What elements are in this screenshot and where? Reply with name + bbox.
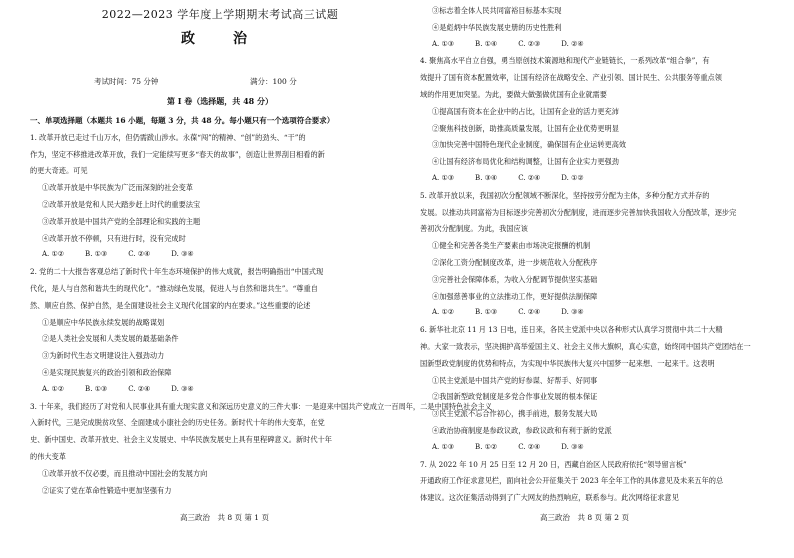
text-line: 效提升了国有资本配置效率，让国有经济在战略安全、产业引领、国计民生、公共服务等重点领 [420, 73, 722, 83]
text-line: A. ①② B. ①③ C. ②④ D. ③④ [42, 250, 194, 259]
text-line: ④加强慈善事业的立法推动工作，更好提供法制保障 [432, 291, 598, 301]
text-line: ①改革开放是中华民族为广泛而深刻的社会变革 [42, 183, 193, 193]
text-line: ③完善社会保障体系，为收入分配调节提供坚实基础 [432, 274, 598, 284]
text-line: ①是顺应中华民族永续发展的战略谋划 [42, 317, 165, 327]
text-line: ②证实了党在革命性锻造中更加坚强有力 [42, 485, 172, 495]
text-line: ④让国有经济布局优化和结构调整，让国有企业实力更强劲 [432, 157, 619, 167]
text-line: ②聚焦科技创新，助推高质量发展，让国有企业优势更明显 [432, 123, 619, 133]
text-line: 1. 改革开放已走过千山万水，但仍需跋山涉水。永葆“闯”的精神、“创”的劲头、“干”的 [30, 132, 306, 142]
text-line: ④改革开放不停顿，只有进行时，没有完成时 [42, 233, 186, 243]
text-line: ②是人类社会发展和人类发展的最基础条件 [42, 334, 179, 344]
text-line: 7. 从 2022 年 10 月 25 日至 12 月 20 日，西藏自治区人民政府依托“领导留言板” [420, 459, 687, 469]
text-line: 的更大奇迹。可见 [30, 166, 88, 176]
text-line: A. ①③ B. ①④ C. ②③ D. ②④ [432, 39, 584, 48]
exam-time: 考试时间：75 分钟 [94, 77, 159, 86]
text-line: 体建议。这次征集活动得到了广大网友的热烈响应，联系参与。此次网络征求意见 [420, 493, 679, 503]
text-line: 一、单项选择题（本题共 16 小题，每题 3 分，共 48 分。每小题只有一个选项符合要求） [30, 116, 335, 125]
volume-heading: 第 Ⅰ 卷（选择题，共 48 分） [166, 96, 273, 106]
text-line: ①民主党派是中国共产党的好参谋、好帮手、好同事 [432, 375, 598, 385]
text-line: 国新型政党制度的优势和特点，为实现中华民族伟大复兴中国梦一起来想、一起来干。这表明 [420, 358, 715, 368]
text-line: ①健全和完善各类生产要素由市场决定报酬的机制 [432, 241, 591, 251]
text-line: 作为，坚定不移推进改革开放，我们一定能续写更多“春天的故事”，创造让世界刮目相看的新 [30, 149, 325, 159]
text-line: ④是彪炳中华民族发展史册的历史性胜利 [432, 22, 562, 32]
text-line: 5. 改革开放以来，我国初次分配领域不断深化，坚持按劳分配为主体，多种分配方式并存的 [420, 190, 710, 200]
text-line: 2. 党的二十大报告客观总结了新时代十年生态环境保护的伟大成就，报告明确指出“中国式现 [30, 267, 324, 277]
text-line: A. ①② B. ①③ C. ②④ D. ③④ [42, 384, 194, 393]
text-line: ④是实现民族复兴的政治引领和政治保障 [42, 368, 172, 377]
text-line: 史、新中国史、改革开放史、社会主义发展史、中华民族发展史上具有里程碑意义。新时代十年 [30, 435, 332, 445]
document-title: 2022—2023 学年度上学期期末考试高三试题 [101, 8, 339, 21]
text-line: ①改革开放不仅必要，而且推动中国社会的发展方向 [42, 468, 208, 478]
text-line: 善初次分配制度。为此，我国应该 [420, 224, 528, 234]
text-line: 6. 新华社北京 11 月 13 日电，连日来，各民主党派中央以各种形式认真学习贯彻中共二十大精 [420, 325, 723, 335]
text-line: 入新时代，三是完成脱贫攻坚、全面建成小康社会的历史任务。新时代十年的伟大变革，在党 [30, 418, 325, 428]
text-line: ③加快完善中国特色现代企业制度，确保国有企业运转更高效 [432, 140, 627, 150]
text-line: 发展。以推动共同富裕为目标逐步完善初次分配制度，进而逐步完善加快我国收入分配改革，逐步完 [420, 207, 737, 217]
text-line: ②深化工资分配制度改革，进一步规范收入分配秩序 [432, 258, 598, 267]
text-line: 神。大家一致表示，坚决拥护高举爱国主义、社会主义伟大旗帜，真心实意，始终同中国共产党团结在一 [420, 342, 751, 351]
text-line: ③民主党派不忘合作初心，携手前进，服务发展大局 [432, 409, 598, 419]
text-line: ③为新时代生态文明建设注入强劲动力 [42, 351, 165, 361]
text-line: ②我国新型政党制度是多党合作事业发展的根本保证 [432, 392, 598, 402]
text-line: 4. 聚焦高水平自立自强，勇当原创技术策源地和现代产业链链长，一系列改革“组合拳”，有 [420, 56, 710, 66]
text-line: 开通政府工作征求意见栏，面向社会公开征集关于 2023 年全年工作的具体意见及未来五年的总 [420, 476, 724, 486]
text-line: 域的作用更加突显。为此，要做大做强做优国有企业就需要 [420, 90, 607, 99]
exam-score: 满分：100 分 [250, 77, 297, 86]
text-line: A. ①② B. ①③ C. ②④ D. ③④ [432, 308, 584, 317]
text-line: A. ①③ B. ①② C. ②④ D. ③④ [432, 442, 584, 451]
text-line: ③改革开放是中国共产党的全部理论和实践的主题 [42, 216, 201, 226]
text-line: A. ①③ B. ③④ C. ②④ D. ①② [432, 174, 584, 182]
text-line: ④政治协商制度是参政议政，参政议政和有利于新的党派 [432, 426, 612, 435]
page-2-footer: 高三政治 共 8 页 第 2 页 [540, 513, 629, 522]
text-line: 然、顺应自然、保护自然，是全面建设社会主义现代化国家的内在要求。”这些重要的论述 [30, 300, 311, 310]
text-line: 代化，是人与自然和谐共生的现代化”。“推动绿色发展，促进人与自然和谐共生”。“尊重自 [30, 284, 318, 293]
subject-title: 政 治 [181, 31, 259, 47]
text-line: ①提高国有资本在企业中的占比，让国有企业的活力更充沛 [432, 106, 619, 116]
text-line: ②改革开放是党和人民大踏步赶上时代的重要法宝 [42, 200, 201, 209]
text-line: ③标志着全体人民共同富裕目标基本实现 [432, 6, 562, 15]
page-1-footer: 高三政治 共 8 页 第 1 页 [180, 513, 269, 522]
text-line: 3. 十年来，我们经历了对党和人民事业具有重大现实意义和深远历史意义的三件大事：一是迎来中国共产党成立一百周年，二是中国特色社会主义 [30, 401, 492, 411]
text-line: 的伟大变革 [30, 452, 66, 461]
